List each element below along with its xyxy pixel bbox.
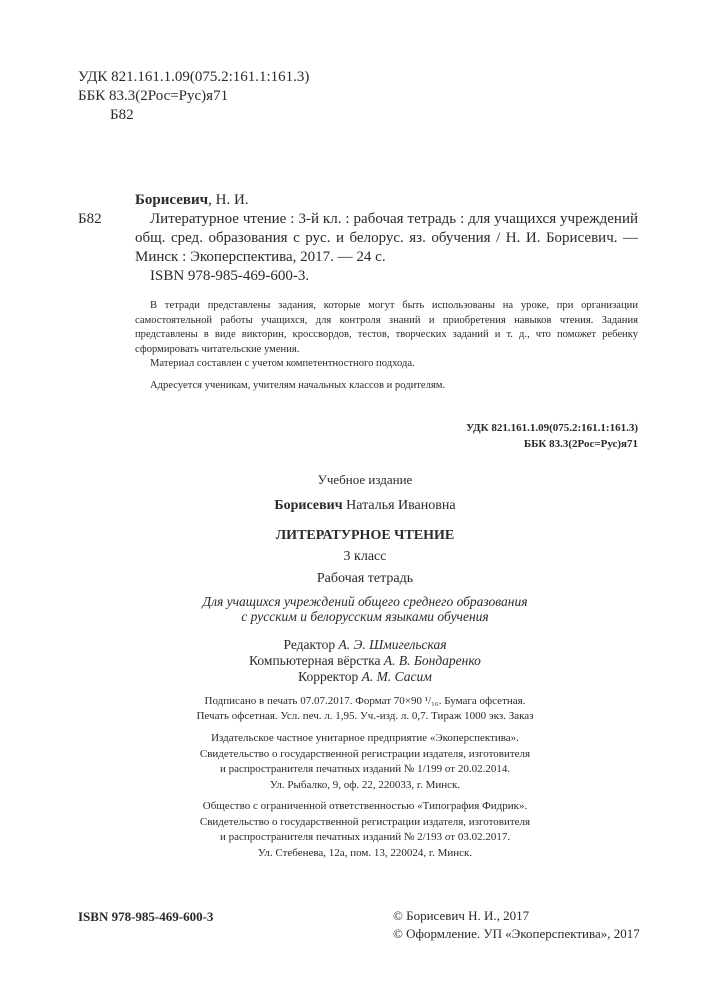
printer-line: Ул. Стебенева, 12а, пом. 13, 220024, г. Минск. <box>257 846 473 859</box>
publisher-line: Свидетельство о государственной регистрации издателя, изготовителя <box>199 747 531 760</box>
publisher-info <box>165 731 565 793</box>
copyright-line: © Оформление. УП «Экоперспектива», 2017 <box>393 926 640 941</box>
credit-label: Компьютерная вёрстка <box>249 653 384 668</box>
publisher-line: Издательское частное унитарное предприятие «Экоперспектива». <box>211 732 519 744</box>
author-mark: Б82 <box>110 107 134 123</box>
audience-line: с русским и белорусским языками обучения <box>241 609 489 624</box>
audience <box>165 594 565 624</box>
annotation-paragraph: Материал составлен с учетом компетентностного подхода. <box>150 358 415 369</box>
credit-name: А. В. Бондаренко <box>383 653 481 668</box>
publisher-line: и распространителя печатных изданий № 1/199 от 20.02.2014. <box>219 763 511 775</box>
udk-code: УДК 821.161.1.09(075.2:161.1:161.3) <box>78 69 310 85</box>
audience-line: Для учащихся учреждений общего среднего образования <box>202 594 528 609</box>
print-details <box>165 694 565 724</box>
publisher-line: Ул. Рыбалко, 9, оф. 22, 220033, г. Минск. <box>269 778 461 791</box>
credit-label: Редактор <box>283 637 339 652</box>
credit-name: А. Э. Шмигельская <box>338 637 447 652</box>
edition-type: Учебное издание <box>317 472 413 487</box>
printer-line: Свидетельство о государственной регистрации издателя, изготовителя <box>199 815 531 828</box>
imprint-author-surname: Борисевич <box>274 498 343 513</box>
bbk-code: ББК 83.3(2Рос=Рус)я71 <box>523 438 638 450</box>
catalog-author-surname: Борисевич <box>135 192 209 208</box>
catalog-author <box>135 191 249 210</box>
copyright-line: © Борисевич Н. И., 2017 <box>393 908 530 923</box>
book-title: ЛИТЕРАТУРНОЕ ЧТЕНИЕ <box>275 528 455 543</box>
grade: 3 класс <box>343 549 387 564</box>
footer-isbn: ISBN 978-985-469-600-3 <box>78 909 214 924</box>
top-index-block <box>78 68 309 125</box>
printer-line: и распространителя печатных изданий № 2/193 от 03.02.2017. <box>219 831 511 843</box>
copyright-block <box>393 907 640 943</box>
catalog-author-initials: , Н. И. <box>208 192 249 208</box>
printer-info <box>165 799 565 861</box>
print-line: Печать офсетная. Усл. печ. л. 1,95. Уч.-изд. л. 0,7. Тираж 1000 экз. Заказ <box>196 710 534 722</box>
annotation-paragraph: Адресуется ученикам, учителям начальных классов и родителям. <box>150 379 446 391</box>
catalog-isbn: ISBN 978-985-469-600-3. <box>150 268 310 284</box>
printer-line: Общество с ограниченной ответственностью «Типография Фидрик». <box>202 800 528 812</box>
right-index-block <box>466 420 638 452</box>
credit-name: А. М. Сасим <box>361 669 432 684</box>
bbk-code: ББК 83.3(2Рос=Рус)я71 <box>78 88 229 104</box>
book-kind: Рабочая тетрадь <box>316 571 414 586</box>
credit-label: Корректор <box>298 669 362 684</box>
udk-code: УДК 821.161.1.09(075.2:161.1:161.3) <box>466 422 638 434</box>
catalog-description: Литературное чтение : 3-й кл. : рабочая тетрадь : для учащихся учреждений общ. сред. образования с рус. и белорус. яз. обучения / Н. И. Борисевич. — Минск : Экоперспектива, 2017. — 24 с. <box>135 211 638 265</box>
credit-corrector <box>165 669 565 685</box>
catalog-mark: Б82 <box>78 211 102 227</box>
print-line: Подписано в печать 07.07.2017. Формат 70×90 ¹/₁₆. Бумага офсетная. <box>204 695 526 707</box>
imprint-author-name: Наталья Ивановна <box>342 498 456 513</box>
credits <box>165 637 565 685</box>
annotation <box>135 299 638 393</box>
imprint-author <box>165 498 565 514</box>
credit-layout <box>165 653 565 669</box>
annotation-paragraph: В тетради представлены задания, которые могут быть использованы на уроке, при организации самостоятельной работы учащихся, для контроля знаний и приобретения навыков чтения. Задания представлены в виде викторин, кроссвордов, тестов, творческих заданий и т. д., что поможет ребенку сформировать читательские умения. <box>135 300 638 355</box>
credit-editor <box>165 637 565 653</box>
